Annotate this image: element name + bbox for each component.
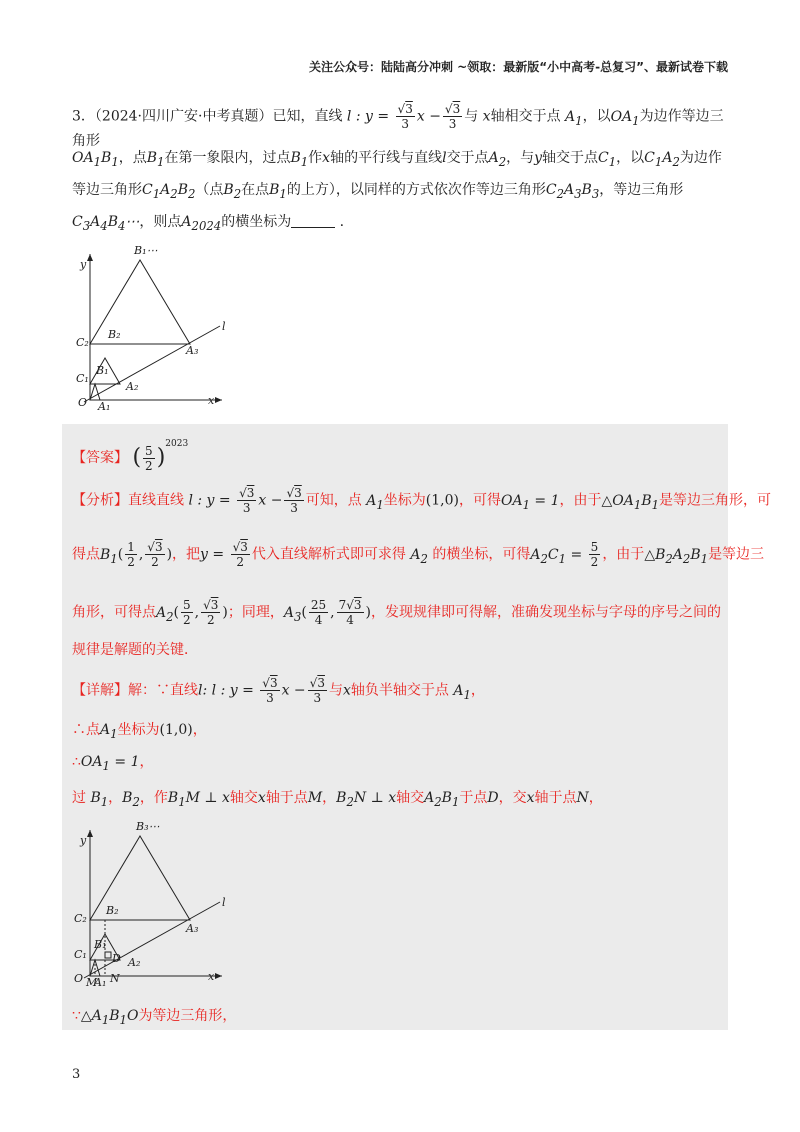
svg-text:C₂: C₂ [76,336,89,349]
svg-text:l: l [222,896,226,909]
svg-text:B₁: B₁ [96,364,109,377]
svg-text:C₂: C₂ [74,912,87,925]
page-number: 3 [72,1067,81,1082]
analysis-line-4: 规律是解题的关键． [72,642,198,658]
svg-text:M: M [86,976,98,989]
svg-text:x: x [208,394,215,407]
svg-text:A₃: A₃ [186,344,199,357]
svg-text:l: l [222,320,226,333]
svg-text:x: x [208,970,215,983]
svg-text:C₁: C₁ [76,372,89,385]
answer-line: 【答案】 ( $\frac{5}{2}$ )$^{2023}$ [72,439,189,473]
analysis-line-3: 角形，可得点$A_2$( $\frac{5}{2}$ , $\frac{√3}{2}$ )；同理，$A_3$( $\frac{25}{4}$ , $\frac{7√3}{4}$ )，发现规律即可得解，准确发现坐标与字母的序号之间的 [72,598,722,627]
analysis-line-1: 【分析】直线直线 l : y = $\frac{√3}{3}$ x − $\frac{√3}{3}$ 可知，点 $A_1$坐标为(1,0)，可得$OA_1 = 1$，由于$\triangle OA_1B_1$是等边三角形，可 [72,486,772,515]
page-header: 关注公众号：陆陆高分冲刺 ~领取：最新版“小中高考-总复习”、最新试卷下载 [309,60,728,74]
svg-text:O: O [74,972,84,985]
detail-line-3: $\therefore OA_1 = 1$， [72,754,154,773]
detail-line-5: $\because\triangle A_1B_1O$为等边三角形， [72,1008,237,1027]
svg-text:A₁: A₁ [98,400,111,413]
svg-text:B₁: B₁ [94,938,107,951]
question-line-1: 3．（2024·四川广安·中考真题）已知，直线 l : y = $\frac{√3}{3}$ x − $\frac{√3}{3}$ 与 x轴相交于点 $A_1$，以$OA_1$为边作等边三角形 [72,102,724,149]
question-line-4: $C_3A_4B_4\cdots$，则点$A_{2024}$的横坐标为 . [72,214,345,233]
svg-text:N: N [110,972,120,985]
question-line-3: 等边三角形$C_1A_2B_2$（点$B_2$在点$B_1$的上方），以同样的方式依次作等边三角形$C_2A_3B_3$，等边三角形 [72,182,684,201]
answer-blank [291,213,335,228]
svg-text:D: D [112,952,121,965]
question-line-2: $OA_1B_1$，点$B_1$在第一象限内，过点$B_1$作x轴的平行线与直线l交于点$A_2$，与y轴交于点$C_1$，以$C_1A_2$为边作 [72,150,722,169]
figure-1 [72,238,242,414]
svg-text:B₂: B₂ [106,904,119,917]
svg-text:A₃: A₃ [186,922,199,935]
detail-line-2: ∴点$A_1$坐标为(1,0)， [72,722,207,741]
detail-line-4: 过 $B_1$，$B_2$，作$B_1M$ ⊥ x轴交x轴于点M，$B_2N$ ⊥ x轴交$A_2B_1$于点D，交x轴于点N， [72,790,603,809]
svg-text:A₂: A₂ [128,956,141,969]
svg-text:y: y [80,258,87,271]
svg-text:O: O [78,396,88,409]
svg-text:B₂: B₂ [108,328,121,341]
svg-text:C₁: C₁ [74,948,87,961]
figure-2 [72,814,242,990]
svg-text:A₂: A₂ [126,380,139,393]
svg-text:B₁⋯: B₁⋯ [134,244,158,257]
analysis-line-2: 得点$B_1$( $\frac{1}{2}$ , $\frac{√3}{2}$ )，把y = $\frac{√3}{2}$ 代入直线解析式即可求得 $A_2$ 的横坐标，可得$A_2C_1$ = $\frac{5}{2}$ ，由于$\triangle B_2A_2B_1$是等边三 [72,540,765,569]
svg-text:B₃⋯: B₃⋯ [136,820,160,833]
svg-text:A₁: A₁ [94,976,107,989]
detail-line-1: 【详解】解：∵直线l: l : y = $\frac{√3}{3}$ x − $\frac{√3}{3}$ 与x轴负半轴交于点 $A_1$， [72,676,485,705]
svg-text:y: y [80,834,87,847]
